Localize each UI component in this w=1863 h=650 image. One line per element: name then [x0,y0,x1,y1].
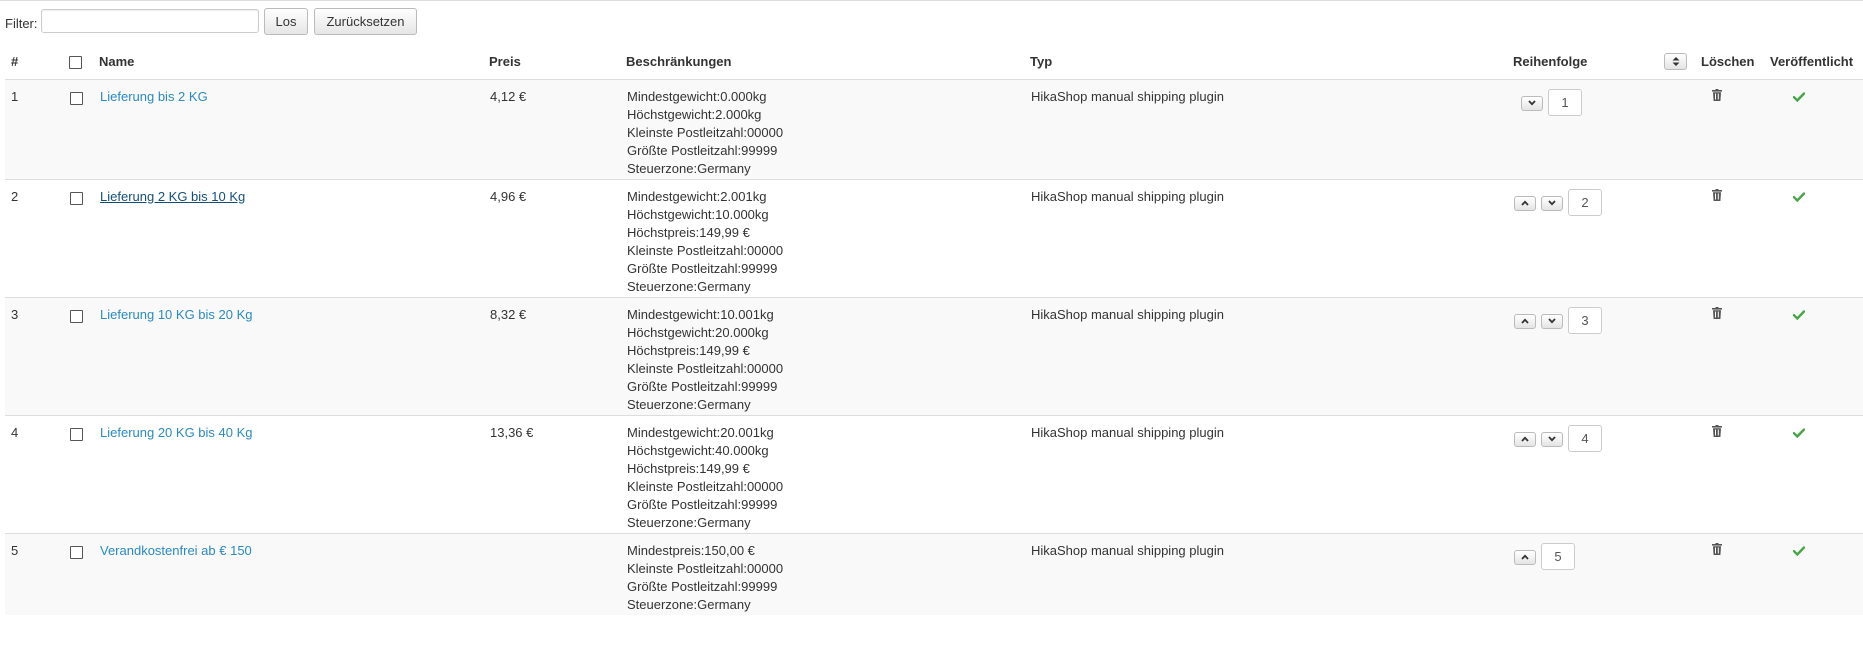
table-body [5,80,1863,616]
trash-icon[interactable] [1712,306,1722,324]
header-num[interactable]: # [5,44,55,80]
row-name-cell [99,298,489,416]
row-delete-cell [1701,534,1770,616]
check-icon[interactable] [1793,425,1805,443]
row-checkbox[interactable] [70,310,83,323]
restriction-line: Steuerzone:Germany [627,161,751,176]
row-type: HikaShop manual shipping plugin [1030,180,1513,298]
row-ordering-cell [1513,534,1661,616]
restriction-line: Höchstpreis:149,99 € [627,343,750,358]
row-ordering-cell [1513,80,1661,180]
row-name-link[interactable]: Lieferung 2 KG bis 10 Kg [100,189,246,204]
order-input[interactable] [1548,89,1582,116]
row-delete-cell [1701,416,1770,534]
chevron-down-icon [1548,436,1556,442]
check-icon[interactable] [1793,189,1805,207]
header-ordering[interactable]: Reihenfolge [1513,44,1661,80]
restriction-line: Höchstpreis:149,99 € [627,225,750,240]
sort-icon [1672,57,1680,66]
row-price: 8,32 € [489,298,626,416]
row-select-cell [55,80,99,180]
row-select-cell [55,298,99,416]
restriction-line: Mindestgewicht:0.000kg [627,89,767,104]
row-price [489,534,626,616]
row-num: 1 [5,80,55,180]
chevron-up-icon [1521,318,1529,324]
row-ordering-cell [1513,180,1661,298]
shipping-methods-table [5,44,1863,615]
chevron-down-icon [1548,200,1556,206]
select-all-checkbox[interactable] [69,56,82,69]
row-name-link[interactable]: Lieferung bis 2 KG [100,89,208,104]
row-num: 2 [5,180,55,298]
restriction-line: Steuerzone:Germany [627,597,751,612]
row-num: 3 [5,298,55,416]
restriction-line: Steuerzone:Germany [627,515,751,530]
restriction-line: Kleinste Postleitzahl:00000 [627,243,784,258]
table-row [5,534,1863,616]
restriction-line: Kleinste Postleitzahl:00000 [627,561,784,576]
chevron-down-icon [1528,100,1536,106]
trash-icon[interactable] [1712,542,1722,560]
restriction-line: Kleinste Postleitzahl:00000 [627,479,784,494]
chevron-up-icon [1521,200,1529,206]
row-type: HikaShop manual shipping plugin [1030,416,1513,534]
row-checkbox[interactable] [70,428,83,441]
row-name-link[interactable]: Verandkostenfrei ab € 150 [100,543,252,558]
chevron-up-icon [1521,554,1529,560]
row-restrictions [626,534,1030,616]
restriction-line: Mindestgewicht:20.001kg [627,425,774,440]
row-name-cell [99,180,489,298]
restriction-line: Höchstgewicht:10.000kg [627,207,769,222]
row-spacer [1661,80,1701,180]
header-type[interactable]: Typ [1030,44,1513,80]
row-spacer [1661,180,1701,298]
header-delete: Löschen [1701,44,1770,80]
row-price: 4,12 € [489,80,626,180]
order-input[interactable] [1568,307,1602,334]
header-restrictions: Beschränkungen [626,44,1030,80]
move-up-button[interactable] [1514,314,1536,329]
row-checkbox[interactable] [70,92,83,105]
check-icon[interactable] [1793,307,1805,325]
restriction-line: Kleinste Postleitzahl:00000 [627,125,784,140]
row-type: HikaShop manual shipping plugin [1030,534,1513,616]
header-price[interactable]: Preis [489,44,626,80]
trash-icon[interactable] [1712,88,1722,106]
row-published-cell [1770,534,1863,616]
order-input[interactable] [1568,189,1602,216]
chevron-down-icon [1548,318,1556,324]
row-ordering-cell [1513,298,1661,416]
filter-label: Filter: [5,15,38,31]
table-row [5,180,1863,298]
restriction-line: Höchstgewicht:2.000kg [627,107,762,122]
row-name-cell [99,80,489,180]
filter-bar [5,7,423,35]
row-published-cell [1770,416,1863,534]
restriction-line: Größte Postleitzahl:99999 [627,379,778,394]
check-icon[interactable] [1793,543,1805,561]
row-delete-cell [1701,298,1770,416]
move-down-button[interactable] [1541,432,1563,447]
restriction-line: Höchstgewicht:20.000kg [627,325,769,340]
restriction-line: Größte Postleitzahl:99999 [627,143,778,158]
restriction-line: Kleinste Postleitzahl:00000 [627,361,784,376]
row-select-cell [55,416,99,534]
row-type: HikaShop manual shipping plugin [1030,80,1513,180]
row-name-link[interactable]: Lieferung 10 KG bis 20 Kg [100,307,253,322]
filter-go-button[interactable]: Los [264,8,309,35]
move-down-button[interactable] [1541,314,1563,329]
row-published-cell [1770,298,1863,416]
move-down-button[interactable] [1541,196,1563,211]
table-row [5,416,1863,534]
restriction-line: Größte Postleitzahl:99999 [627,579,778,594]
row-restrictions [626,80,1030,180]
trash-icon[interactable] [1712,188,1722,206]
move-up-button[interactable] [1514,432,1536,447]
chevron-up-icon [1521,436,1529,442]
move-down-button[interactable] [1521,96,1543,111]
row-delete-cell [1701,180,1770,298]
row-restrictions [626,298,1030,416]
restriction-line: Größte Postleitzahl:99999 [627,497,778,512]
table-header-row [5,44,1863,80]
header-name[interactable]: Name [99,44,489,80]
move-up-button[interactable] [1514,550,1536,565]
top-divider [0,0,1863,1]
save-order-button[interactable] [1664,53,1687,70]
header-published[interactable]: Veröffentlicht [1770,44,1863,80]
row-spacer [1661,534,1701,616]
row-name-link[interactable]: Lieferung 20 KG bis 40 Kg [100,425,253,440]
order-input[interactable] [1568,425,1602,452]
restriction-line: Mindestgewicht:10.001kg [627,307,774,322]
row-type: HikaShop manual shipping plugin [1030,298,1513,416]
row-checkbox[interactable] [70,192,83,205]
filter-reset-button[interactable]: Zurücksetzen [314,8,416,35]
restriction-line: Höchstpreis:149,99 € [627,461,750,476]
table-row [5,298,1863,416]
check-icon[interactable] [1793,89,1805,107]
restriction-line: Steuerzone:Germany [627,397,751,412]
restriction-line: Höchstgewicht:40.000kg [627,443,769,458]
row-select-cell [55,534,99,616]
row-price: 13,36 € [489,416,626,534]
restriction-line: Mindestpreis:150,00 € [627,543,755,558]
table-row [5,80,1863,180]
header-select-all [55,44,99,80]
row-restrictions [626,416,1030,534]
row-name-cell [99,416,489,534]
row-ordering-cell [1513,416,1661,534]
restriction-line: Steuerzone:Germany [627,279,751,294]
row-price: 4,96 € [489,180,626,298]
row-num: 5 [5,534,55,616]
row-spacer [1661,298,1701,416]
row-checkbox[interactable] [70,546,83,559]
restriction-line: Größte Postleitzahl:99999 [627,261,778,276]
row-name-cell [99,534,489,616]
row-num: 4 [5,416,55,534]
row-published-cell [1770,180,1863,298]
order-input[interactable] [1541,543,1575,570]
row-spacer [1661,416,1701,534]
filter-input[interactable] [41,9,259,33]
row-restrictions [626,180,1030,298]
trash-icon[interactable] [1712,424,1722,442]
row-published-cell [1770,80,1863,180]
header-save-order [1661,44,1701,80]
restriction-line: Mindestgewicht:2.001kg [627,189,767,204]
move-up-button[interactable] [1514,196,1536,211]
row-delete-cell [1701,80,1770,180]
row-select-cell [55,180,99,298]
